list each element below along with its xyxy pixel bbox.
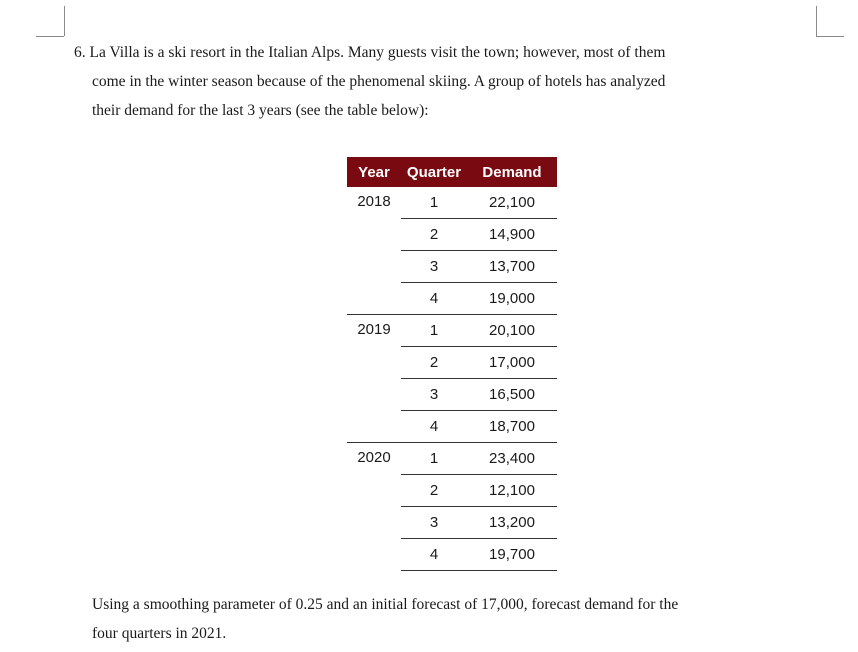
demand-cell: 13,700: [467, 251, 557, 283]
year-cell: 2019: [347, 315, 401, 443]
crop-mark-top-left-vertical: [64, 6, 65, 36]
quarter-cell: 3: [401, 507, 467, 539]
followup-line: Using a smoothing parameter of 0.25 and an initial forecast of 17,000, forecast demand for the: [92, 596, 679, 613]
demand-cell: 16,500: [467, 379, 557, 411]
year-cell: 2018: [357, 193, 391, 210]
demand-cell: 13,200: [467, 507, 557, 539]
quarter-cell: 3: [401, 379, 467, 411]
demand-cell: 18,700: [467, 411, 557, 443]
quarter-cell: 4: [401, 411, 467, 443]
demand-cell: 19,700: [467, 539, 557, 571]
demand-cell: 22,100: [489, 194, 535, 211]
demand-cell: 23,400: [467, 443, 557, 475]
header-year: Year: [347, 157, 401, 187]
quarter-cell: 2: [401, 475, 467, 507]
header-quarter: Quarter: [401, 157, 467, 187]
demand-cell: 19,000: [467, 283, 557, 315]
quarter-cell: 4: [401, 283, 467, 315]
quarter-cell: 1: [401, 315, 467, 347]
quarter-cell: 3: [401, 251, 467, 283]
demand-table: [347, 157, 557, 571]
crop-mark-top-right-horizontal: [816, 36, 844, 37]
quarter-cell: 2: [401, 347, 467, 379]
question-line: 6. La Villa is a ski resort in the Italian Alps. Many guests visit the town; however, most of them: [74, 44, 666, 61]
demand-cell: 17,000: [467, 347, 557, 379]
crop-mark-top-left-horizontal: [36, 36, 64, 37]
crop-mark-top-right-vertical: [816, 6, 817, 36]
question-line: their demand for the last 3 years (see the table below):: [92, 102, 429, 119]
quarter-cell: 1: [429, 194, 439, 211]
demand-cell: 14,900: [467, 219, 557, 251]
table-row: [347, 187, 557, 219]
header-demand: Demand: [467, 157, 557, 187]
table-row: [347, 443, 557, 475]
question-text: [74, 38, 804, 125]
demand-cell: 20,100: [467, 315, 557, 347]
question-line: come in the winter season because of the phenomenal skiing. A group of hotels has analyzed: [92, 73, 666, 90]
quarter-cell: 2: [401, 219, 467, 251]
table-row: [347, 315, 557, 347]
followup-line: four quarters in 2021.: [92, 625, 227, 642]
year-cell: 2020: [347, 443, 401, 571]
demand-cell: 12,100: [467, 475, 557, 507]
followup-text: [92, 590, 822, 648]
quarter-cell: 1: [401, 443, 467, 475]
quarter-cell: 4: [401, 539, 467, 571]
table-header-row: [347, 157, 557, 187]
